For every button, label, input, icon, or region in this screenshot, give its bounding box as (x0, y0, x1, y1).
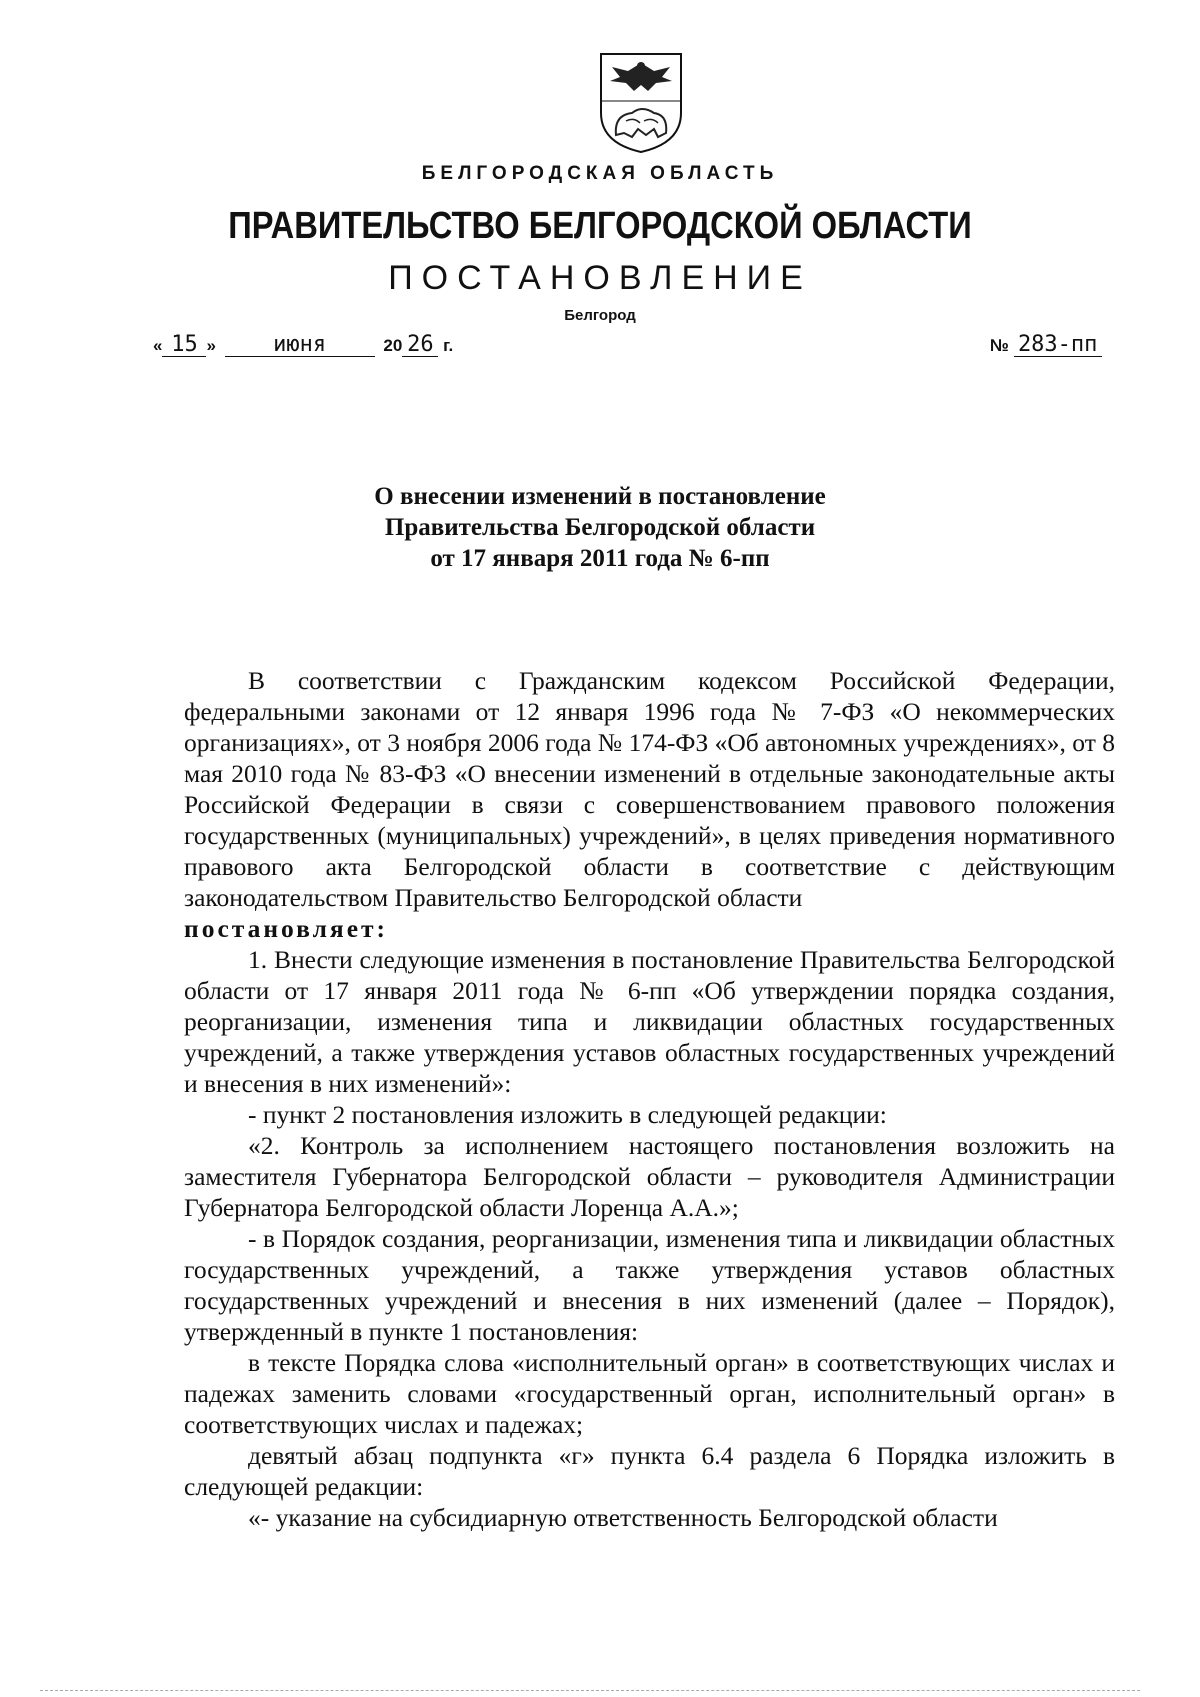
title-line: от 17 января 2011 года № 6-пп (430, 545, 770, 572)
city-label: Белгород (564, 307, 636, 324)
body-paragraph: - в Порядок создания, реорганизации, изменения типа и ликвидации областных государственных учреждений, а также утверждения уставов областных государственных учреждений и внесения в них изменений (далее – Порядок), утвержденный в пункте 1 постановления: (184, 1224, 1115, 1346)
region-heading: БЕЛГОРОДСКАЯ ОБЛАСТЬ (421, 163, 779, 184)
preamble-paragraph: В соответствии с Гражданским кодексом Российской Федерации, федеральными законами от 12 января 1996 года № 7-ФЗ «О некоммерческих организациях», от 3 ноября 2006 года № 174-ФЗ «Об автономных учреждениях», от 8 мая 2010 года № 83-ФЗ «О внесении изменений в отдельные законодательные акты Российской Федерации в связи с совершенствованием правового положения государственных (муниципальных) учреждений», в целях приведения нормативного правового акта Белгородской области в соответствие с действующим законодательством Правительство Белгородской области (184, 666, 1115, 912)
date-year-unit: г. (443, 336, 454, 355)
body-paragraph: «2. Контроль за исполнением настоящего постановления возложить на заместителя Губернатора Белгородской области – руководителя Администрации Губернатора Белгородской области Лоренца А.А.»; (184, 1131, 1115, 1222)
government-heading: ПРАВИТЕЛЬСТВО БЕЛГОРОДСКОЙ ОБЛАСТИ (228, 205, 972, 247)
body-paragraph: «- указание на субсидиарную ответственность Белгородской области (248, 1503, 998, 1532)
document-number-field (990, 334, 1102, 357)
date-year-prefix: 20 (383, 336, 403, 355)
date-year: 26 (402, 334, 438, 357)
body-paragraph: в тексте Порядка слова «исполнительный орган» в соответствующих числах и падежах заменить словами «государственный орган, исполнительный орган» в соответствующих числах и падежах; (184, 1348, 1115, 1439)
document-type-heading: ПОСТАНОВЛЕНИЕ (388, 259, 812, 297)
date-close-quote: » (206, 336, 216, 355)
body-paragraph: - пункт 2 постановления изложить в следующей редакции: (248, 1100, 887, 1129)
document-title (0, 481, 1200, 574)
document-body (184, 665, 1115, 1533)
title-line: О внесении изменений в постановление (374, 483, 826, 510)
body-paragraph: 1. Внести следующие изменения в постановление Правительства Белгородской области от 17 января 2011 года № 6-пп «Об утверждении порядка создания, реорганизации, изменения типа и ликвидации областных государственных учреждений, а также утверждения уставов областных государственных учреждений и внесения в них изменений»: (184, 945, 1115, 1098)
resolves-paragraph (184, 913, 1115, 944)
title-line: Правительства Белгородской области (384, 514, 816, 541)
date-day: 15 (162, 334, 206, 357)
body-paragraph: девятый абзац подпункта «г» пункта 6.4 раздела 6 Порядка изложить в следующей редакции: (184, 1441, 1115, 1501)
date-month: июня (225, 334, 375, 357)
resolves-word: постановляет: (184, 914, 389, 943)
page-bottom-edge (40, 1690, 1140, 1691)
number-prefix: № (990, 336, 1009, 355)
date-field (153, 334, 453, 357)
belgorod-coat-of-arms-icon (598, 51, 684, 155)
document-number: 283-пп (1014, 334, 1102, 357)
date-open-quote: « (153, 336, 163, 355)
